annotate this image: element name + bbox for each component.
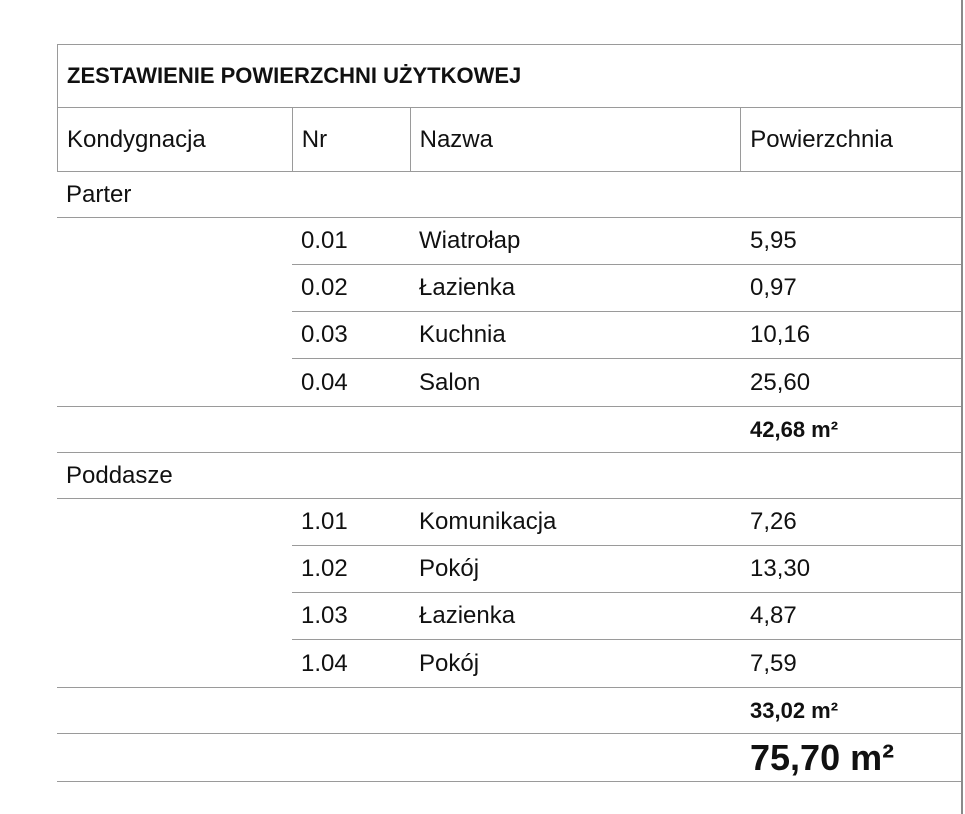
empty-cell <box>57 312 292 359</box>
table-row <box>57 265 961 312</box>
empty-cell <box>57 218 292 265</box>
room-area: 0,97 <box>741 265 961 312</box>
group-level-label: Poddasze <box>66 461 173 489</box>
empty-cell <box>57 593 292 640</box>
subtotal-value: 42,68 m² <box>750 416 839 442</box>
room-nr: 1.02 <box>292 546 410 593</box>
room-name: Łazienka <box>410 593 741 640</box>
room-name: Pokój <box>419 649 480 677</box>
empty-cell <box>410 407 741 452</box>
room-name: Wiatrołap <box>410 218 741 265</box>
table-row <box>57 359 961 406</box>
room-area: 4,87 <box>741 593 961 640</box>
column-header-area: Powierzchnia <box>750 125 893 153</box>
subtotal-value: 33,02 m² <box>750 697 839 723</box>
subtotal-row-parter <box>57 406 961 453</box>
room-nr: 1.03 <box>292 593 410 640</box>
table-row <box>57 640 961 687</box>
room-nr: 0.02 <box>292 265 410 312</box>
area-summary-table <box>57 44 961 782</box>
empty-cell <box>292 734 410 781</box>
room-area: 13,30 <box>741 546 961 593</box>
room-nr: 1.04 <box>301 649 348 677</box>
room-area: 5,95 <box>741 218 961 265</box>
room-area: 7,26 <box>741 499 961 546</box>
room-area: 10,16 <box>741 312 961 359</box>
group-row-parter <box>57 172 961 218</box>
empty-cell <box>57 734 292 781</box>
column-header-name: Nazwa <box>411 108 742 171</box>
table-title: ZESTAWIENIE POWIERZCHNI UŻYTKOWEJ <box>67 63 522 88</box>
empty-cell <box>57 546 292 593</box>
empty-cell <box>57 499 292 546</box>
empty-cell <box>410 734 741 781</box>
table-row <box>57 218 961 265</box>
table-title-row <box>57 45 961 108</box>
page-right-edge <box>961 0 963 814</box>
room-nr: 0.03 <box>292 312 410 359</box>
room-name: Salon <box>419 368 481 396</box>
room-area: 25,60 <box>750 368 811 396</box>
room-area: 7,59 <box>750 649 797 677</box>
column-header-nr: Nr <box>293 108 411 171</box>
room-name: Łazienka <box>410 265 741 312</box>
room-name: Komunikacja <box>410 499 741 546</box>
empty-cell <box>410 688 741 733</box>
table-header-row <box>57 108 961 172</box>
empty-cell <box>57 688 292 733</box>
room-nr: 0.01 <box>292 218 410 265</box>
room-name: Kuchnia <box>410 312 741 359</box>
empty-cell <box>57 407 292 452</box>
table-row <box>57 546 961 593</box>
total-value: 75,70 m² <box>750 736 895 778</box>
column-header-level: Kondygnacja <box>58 108 293 171</box>
empty-cell <box>57 640 292 687</box>
room-nr: 1.01 <box>292 499 410 546</box>
group-level-label: Parter <box>66 180 132 208</box>
room-nr: 0.04 <box>301 368 348 396</box>
empty-cell <box>57 265 292 312</box>
empty-cell <box>57 359 292 406</box>
total-row <box>57 734 961 782</box>
room-name: Pokój <box>410 546 741 593</box>
group-row-poddasze <box>57 453 961 499</box>
subtotal-row-poddasze <box>57 687 961 734</box>
table-row <box>57 312 961 359</box>
empty-cell <box>292 688 410 733</box>
table-row <box>57 593 961 640</box>
empty-cell <box>292 407 410 452</box>
table-row <box>57 499 961 546</box>
